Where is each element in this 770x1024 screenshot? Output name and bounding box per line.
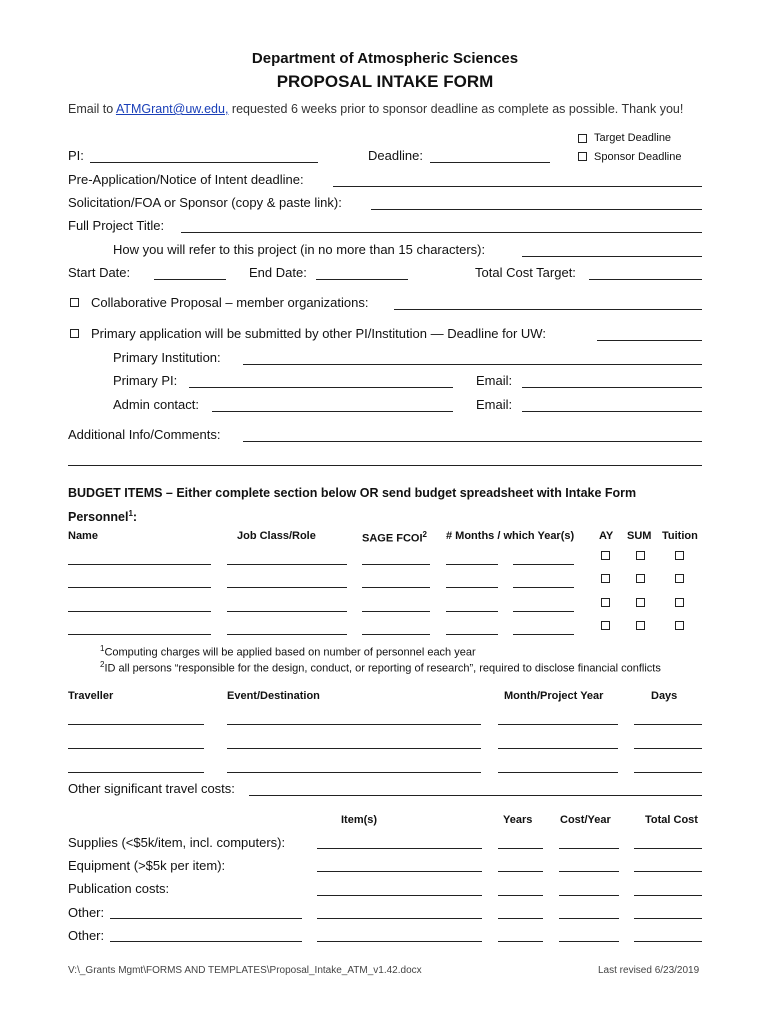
item-years-input-1[interactable] <box>498 848 543 849</box>
item-years-input-2[interactable] <box>498 871 543 872</box>
primary-app-label: Primary application will be submitted by other PI/Institution — Deadline for UW: <box>91 326 546 341</box>
primary-email-input[interactable] <box>522 387 702 388</box>
personnel-tuition-checkbox-2[interactable] <box>675 574 684 583</box>
personnel-sage-input-1[interactable] <box>362 564 430 565</box>
equipment-label: Equipment (>$5k per item): <box>68 858 226 873</box>
col-items: Item(s) <box>341 814 378 826</box>
event-input-2[interactable] <box>227 748 481 749</box>
target-deadline-checkbox[interactable] <box>578 134 587 143</box>
other2-name-input[interactable] <box>110 941 302 942</box>
col-sum: SUM <box>627 530 652 542</box>
item-cost-year-input-1[interactable] <box>559 848 619 849</box>
month-year-input-3[interactable] <box>498 772 618 773</box>
month-year-input-2[interactable] <box>498 748 618 749</box>
email-prefix: Email to <box>68 102 116 116</box>
col-event: Event/Destination <box>227 690 320 702</box>
additional-input-2[interactable] <box>68 465 702 466</box>
col-ay: AY <box>599 530 614 542</box>
item-total-cost-input-1[interactable] <box>634 848 702 849</box>
col-cost-year: Cost/Year <box>560 814 611 826</box>
primary-pi-label: Primary PI: <box>113 373 178 388</box>
end-date-label: End Date: <box>249 265 307 280</box>
personnel-years-input-2[interactable] <box>513 587 574 588</box>
event-input-3[interactable] <box>227 772 481 773</box>
personnel-name-input-4[interactable] <box>68 634 211 635</box>
col-total-cost: Total Cost <box>645 814 698 826</box>
col-traveller: Traveller <box>68 690 114 702</box>
traveller-input-1[interactable] <box>68 724 204 725</box>
total-cost-input[interactable] <box>589 279 702 280</box>
form-title: PROPOSAL INTAKE FORM <box>276 72 494 91</box>
total-cost-label: Total Cost Target: <box>475 265 576 280</box>
personnel-ay-checkbox-2[interactable] <box>601 574 610 583</box>
collab-input[interactable] <box>394 309 702 310</box>
personnel-sum-checkbox-3[interactable] <box>636 598 645 607</box>
other-travel-label: Other significant travel costs: <box>68 781 235 796</box>
personnel-name-input-3[interactable] <box>68 611 211 612</box>
col-sage-sup: 2 <box>422 530 427 539</box>
footnote-1-sup: 1 <box>100 644 105 653</box>
budget-heading: BUDGET ITEMS – Either complete section below OR send budget spreadsheet with Intake Form <box>68 486 637 500</box>
target-deadline-label: Target Deadline <box>594 132 672 144</box>
personnel-ay-checkbox-1[interactable] <box>601 551 610 560</box>
personnel-job-input-1[interactable] <box>227 564 347 565</box>
footnote-2 <box>100 660 661 675</box>
traveller-input-3[interactable] <box>68 772 204 773</box>
footnote-2-text: ID all persons “responsible for the design, conduct, or reporting of research”, required to disclose financial conflicts <box>104 662 661 675</box>
personnel-months-input-1[interactable] <box>446 564 498 565</box>
pi-input[interactable] <box>90 162 318 163</box>
personnel-years-input-4[interactable] <box>513 634 574 635</box>
admin-contact-input[interactable] <box>212 411 453 412</box>
solicitation-input[interactable] <box>371 209 702 210</box>
item-total-cost-input-5[interactable] <box>634 941 702 942</box>
personnel-tuition-checkbox-3[interactable] <box>675 598 684 607</box>
personnel-months-input-4[interactable] <box>446 634 498 635</box>
personnel-months-input-3[interactable] <box>446 611 498 612</box>
item-cost-year-input-5[interactable] <box>559 941 619 942</box>
deadline-input[interactable] <box>430 162 550 163</box>
publication-label: Publication costs: <box>68 881 170 896</box>
personnel-years-input-1[interactable] <box>513 564 574 565</box>
solicitation-label: Solicitation/FOA or Sponsor (copy & paste link): <box>68 195 342 210</box>
personnel-sum-checkbox-2[interactable] <box>636 574 645 583</box>
item-input-4[interactable] <box>317 918 482 919</box>
col-days: Days <box>651 690 678 702</box>
start-date-label: Start Date: <box>68 265 131 280</box>
item-input-5[interactable] <box>317 941 482 942</box>
personnel-sage-input-3[interactable] <box>362 611 430 612</box>
event-input-1[interactable] <box>227 724 481 725</box>
short-title-input[interactable] <box>522 256 702 257</box>
email-link[interactable]: ATMGrant@uw.edu, <box>115 102 229 116</box>
admin-email-input[interactable] <box>522 411 702 412</box>
item-total-cost-input-3[interactable] <box>634 895 702 896</box>
traveller-input-2[interactable] <box>68 748 204 749</box>
col-month: Month/Project Year <box>504 690 604 702</box>
admin-contact-label: Admin contact: <box>113 397 199 412</box>
primary-pi-input[interactable] <box>189 387 453 388</box>
primary-inst-label: Primary Institution: <box>113 350 221 365</box>
sponsor-deadline-checkbox[interactable] <box>578 152 587 161</box>
days-input-1[interactable] <box>634 724 702 725</box>
end-date-input[interactable] <box>316 279 408 280</box>
email-instruction <box>68 102 683 116</box>
personnel-sage-input-2[interactable] <box>362 587 430 588</box>
deadline-label: Deadline: <box>368 148 423 163</box>
admin-email-label: Email: <box>476 397 513 412</box>
footnote-2-sup: 2 <box>100 660 105 669</box>
item-years-input-5[interactable] <box>498 941 543 942</box>
other-travel-input[interactable] <box>249 795 702 796</box>
footer-revised: Last revised 6/23/2019 <box>598 965 700 976</box>
department-title: Department of Atmospheric Sciences <box>251 50 519 67</box>
short-title-label: How you will refer to this project (in no more than 15 characters): <box>113 242 486 257</box>
days-input-3[interactable] <box>634 772 702 773</box>
footer-path: V:\_Grants Mgmt\FORMS AND TEMPLATES\Proposal_Intake_ATM_v1.42.docx <box>68 965 422 976</box>
month-year-input-1[interactable] <box>498 724 618 725</box>
item-years-input-3[interactable] <box>498 895 543 896</box>
full-title-input[interactable] <box>181 232 702 233</box>
item-years-input-4[interactable] <box>498 918 543 919</box>
item-cost-year-input-3[interactable] <box>559 895 619 896</box>
full-title-label: Full Project Title: <box>68 218 165 233</box>
col-name: Name <box>68 530 98 542</box>
item-input-2[interactable] <box>317 871 482 872</box>
col-tuition: Tuition <box>662 530 698 542</box>
personnel-years-input-3[interactable] <box>513 611 574 612</box>
uw-deadline-input[interactable] <box>597 340 702 341</box>
item-cost-year-input-4[interactable] <box>559 918 619 919</box>
personnel-ay-checkbox-3[interactable] <box>601 598 610 607</box>
days-input-2[interactable] <box>634 748 702 749</box>
personnel-sum-checkbox-4[interactable] <box>636 621 645 630</box>
preapp-input[interactable] <box>333 186 702 187</box>
personnel-colon: : <box>132 510 138 525</box>
primary-app-checkbox[interactable] <box>70 329 79 338</box>
personnel-ay-checkbox-4[interactable] <box>601 621 610 630</box>
sponsor-deadline-label: Sponsor Deadline <box>594 151 682 163</box>
footnote-1-text: Computing charges will be applied based on number of personnel each year <box>104 646 476 659</box>
personnel-tuition-checkbox-4[interactable] <box>675 621 684 630</box>
personnel-sage-input-4[interactable] <box>362 634 430 635</box>
other1-name-input[interactable] <box>110 918 302 919</box>
item-input-3[interactable] <box>317 895 482 896</box>
item-total-cost-input-4[interactable] <box>634 918 702 919</box>
personnel-job-input-4[interactable] <box>227 634 347 635</box>
footnote-1 <box>100 644 476 659</box>
personnel-job-input-3[interactable] <box>227 611 347 612</box>
item-cost-year-input-2[interactable] <box>559 871 619 872</box>
item-input-1[interactable] <box>317 848 482 849</box>
other1-label: Other: <box>68 905 105 920</box>
personnel-sum-checkbox-1[interactable] <box>636 551 645 560</box>
start-date-input[interactable] <box>154 279 226 280</box>
col-sage-label: SAGE FCOI <box>362 532 423 545</box>
email-suffix: requested 6 weeks prior to sponsor deadline as complete as possible. Thank you! <box>228 102 684 116</box>
personnel-name-input-2[interactable] <box>68 587 211 588</box>
preapp-label: Pre-Application/Notice of Intent deadline: <box>68 172 304 187</box>
supplies-label: Supplies (<$5k/item, incl. computers): <box>68 835 286 850</box>
col-years: Years <box>503 814 533 826</box>
other2-label: Other: <box>68 928 105 943</box>
personnel-label: Personnel <box>68 510 129 525</box>
col-months: # Months / which Year(s) <box>446 530 575 542</box>
collab-checkbox[interactable] <box>70 298 79 307</box>
item-total-cost-input-2[interactable] <box>634 871 702 872</box>
additional-label: Additional Info/Comments: <box>68 427 221 442</box>
personnel-heading <box>68 509 137 524</box>
primary-email-label: Email: <box>476 373 513 388</box>
pi-label: PI: <box>68 148 84 163</box>
personnel-months-input-2[interactable] <box>446 587 498 588</box>
additional-input-1[interactable] <box>243 441 702 442</box>
personnel-sup: 1 <box>128 509 133 518</box>
col-job: Job Class/Role <box>237 530 316 542</box>
col-sage <box>362 530 427 545</box>
personnel-name-input-1[interactable] <box>68 564 211 565</box>
personnel-tuition-checkbox-1[interactable] <box>675 551 684 560</box>
primary-inst-input[interactable] <box>243 364 702 365</box>
collab-label: Collaborative Proposal – member organizations: <box>91 295 369 310</box>
personnel-job-input-2[interactable] <box>227 587 347 588</box>
